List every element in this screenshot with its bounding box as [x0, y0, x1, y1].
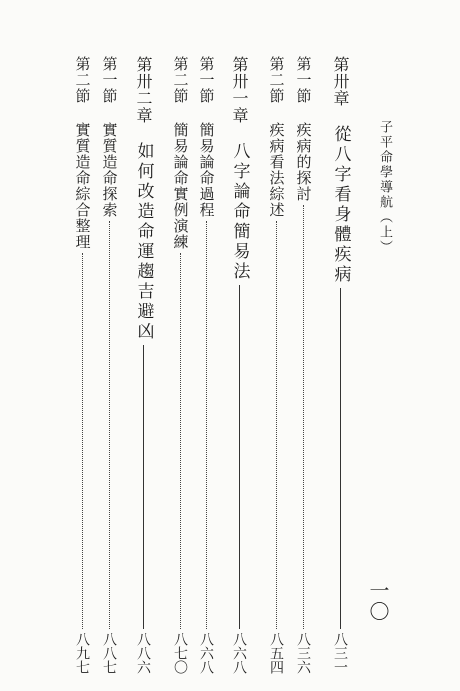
entry-title: 簡易論命實例演練	[171, 122, 190, 250]
entry-label: 第二節	[267, 56, 286, 104]
entry-page: 八五四	[268, 632, 284, 674]
toc-entry-section	[193, 56, 219, 674]
leader-line	[239, 285, 240, 629]
toc-entry-chapter-31	[226, 56, 252, 674]
entry-title: 從八字看身體疾病	[330, 125, 351, 285]
leader-line	[340, 288, 341, 629]
entry-page: 八三一	[332, 632, 348, 674]
entry-label: 第一節	[294, 56, 313, 104]
entry-label: 第一節	[100, 56, 119, 104]
entry-page: 八九七	[74, 632, 90, 674]
entry-page: 八八七	[101, 632, 117, 674]
leader-dots	[180, 253, 181, 629]
leader-line	[143, 345, 144, 629]
entry-page: 八六八	[231, 632, 247, 674]
toc-entry-section	[290, 56, 316, 674]
toc-entry-chapter-32	[130, 56, 156, 674]
entry-page: 八六八	[198, 632, 214, 674]
leader-dots	[109, 221, 110, 629]
toc-entry-section	[96, 56, 122, 674]
leader-dots	[276, 221, 277, 629]
toc-entry-section	[167, 56, 193, 674]
page-number: 一〇	[366, 580, 390, 622]
entry-label: 第二節	[73, 56, 92, 104]
entry-label: 第卅二章	[134, 56, 153, 124]
entry-title: 八字論命簡易法	[229, 142, 250, 282]
entry-title: 如何改造命運趨吉避凶	[133, 142, 154, 342]
entry-title: 疾病看法綜述	[267, 122, 286, 218]
running-header: 子平命學導航（上）	[377, 120, 392, 255]
entry-title: 簡易論命過程	[197, 122, 216, 218]
toc-entry-section	[263, 56, 289, 674]
leader-dots	[82, 253, 83, 629]
entry-title: 實質造命綜合整理	[73, 122, 92, 250]
entry-label: 第一節	[197, 56, 216, 104]
toc-entry-chapter-30	[327, 56, 353, 674]
entry-page: 八三六	[295, 632, 311, 674]
entry-label: 第卅一章	[230, 56, 249, 124]
toc-entry-section	[69, 56, 95, 674]
entry-title: 實質造命探索	[100, 122, 119, 218]
entry-label: 第二節	[171, 56, 190, 104]
leader-dots	[303, 205, 304, 629]
entry-page: 八八六	[135, 632, 151, 674]
leader-dots	[206, 221, 207, 629]
entry-label: 第卅章	[331, 56, 350, 107]
entry-page: 八七〇	[172, 632, 188, 674]
entry-title: 疾病的探討	[294, 122, 313, 202]
